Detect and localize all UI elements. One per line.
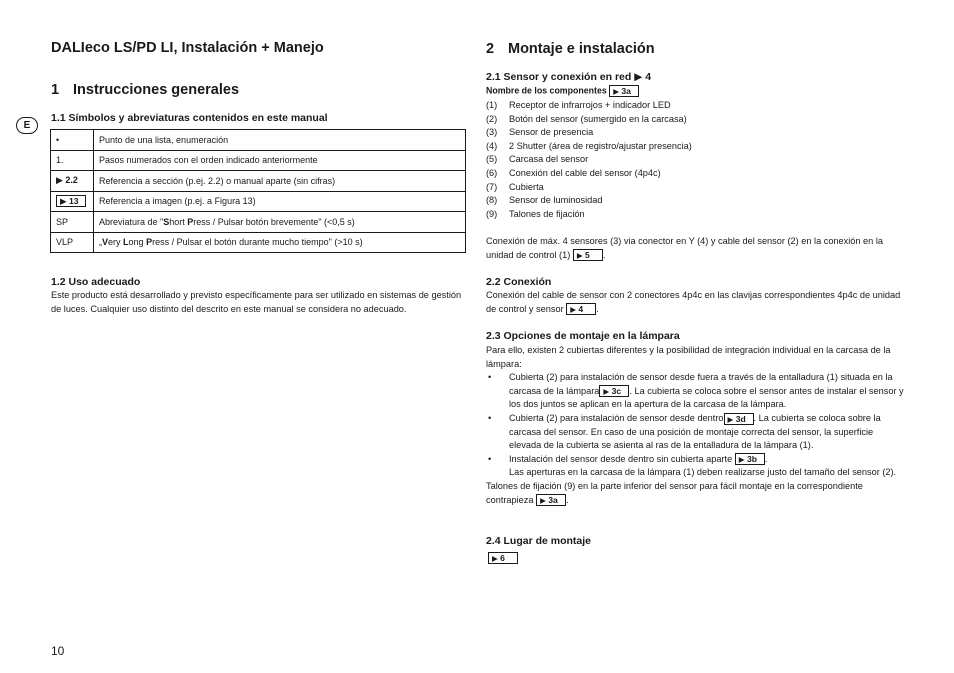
bullet: • xyxy=(488,453,492,464)
bullet: • xyxy=(488,372,492,383)
symbol-cell xyxy=(51,191,94,212)
figure-reference-box: ▶ 3a xyxy=(536,494,566,506)
figure-reference-box: ▶ 3a xyxy=(609,85,639,97)
list-item: (3) Sensor de presencia xyxy=(486,127,594,138)
components-label-line xyxy=(486,85,639,97)
list-item: (7) Cubierta xyxy=(486,181,544,192)
list-item: (1) Receptor de infrarrojos + indicador LED xyxy=(486,100,671,110)
table-row xyxy=(51,150,466,171)
section-2-4-heading: 2.4 Lugar de montaje xyxy=(486,535,592,547)
section-2-2-text: Conexión del cable de sensor con 2 conectores 4p4c en las clavijas correspondientes 4p4c de unidad de control y sensor ▶ 4 . xyxy=(486,290,901,315)
list-item: (4) 2 Shutter (área de registro/ajustar presencia) xyxy=(486,140,692,151)
document-title: DALIeco LS/PD LI, Instalación + Manejo xyxy=(51,40,324,56)
symbol-cell: VLP xyxy=(51,232,94,253)
figure-reference-box: ▶ 5 xyxy=(573,249,603,261)
figure-reference-box: ▶ 4 xyxy=(566,303,596,315)
section-2-3-closing: Talones de fijación (9) en la parte inferior del sensor para fácil montaje en la correspondiente contrapieza ▶ 3a . xyxy=(486,480,863,506)
section-1-heading xyxy=(51,82,239,98)
section-2-number: 2 xyxy=(486,41,495,57)
symbol-cell: SP xyxy=(51,212,94,233)
section-2-heading xyxy=(486,41,655,57)
figure-reference-box: ▶ 13 xyxy=(56,195,86,207)
list-item: (9) Talones de fijación xyxy=(486,208,585,219)
figure-reference-box: ▶ 3c xyxy=(599,385,629,397)
list-item: (8) Sensor de luminosidad xyxy=(486,195,603,206)
description-cell: Referencia a sección (p.ej. 2.2) o manual aparte (sin cifras) xyxy=(94,171,466,192)
section-1-2-text: Este producto está desarrollado y previsto específicamente para ser utilizado en sistemas de gestión de luces. Cualquier uso distinto del descrito en este manual se considera no adecuado. xyxy=(51,290,462,314)
section-1-1-heading: 1.1 Símbolos y abreviaturas contenidos en este manual xyxy=(51,112,328,124)
connection-text: Conexión de máx. 4 sensores (3) via conector en Y (4) y cable del sensor (2) en la conexión en la unidad de control (1) ▶ 5 . xyxy=(486,236,883,261)
symbol-cell: 1. xyxy=(51,150,94,171)
section-1-number: 1 xyxy=(51,82,60,98)
page-number: 10 xyxy=(51,644,65,658)
section-2-2-heading: 2.2 Conexión xyxy=(486,276,552,288)
list-item: (5) Carcasa del sensor xyxy=(486,154,589,165)
description-cell: Punto de una lista, enumeración xyxy=(94,130,466,151)
list-item: • Instalación del sensor desde dentro sin cubierta aparte ▶ 3b . Las aperturas en la carcasa de la lámpara (1) deben realizarse justo del tamaño del sensor (2). xyxy=(488,453,897,478)
figure-reference-box: ▶ 3b xyxy=(735,453,765,465)
list-item: (6) Conexión del cable del sensor (4p4c) xyxy=(486,167,661,178)
description-cell: Referencia a imagen (p.ej. a Figura 13) xyxy=(94,191,466,212)
components-label: Nombre de los componentes xyxy=(486,85,607,96)
section-2-3-heading: 2.3 Opciones de montaje en la lámpara xyxy=(486,330,680,342)
list-item: (2) Botón del sensor (sumergido en la carcasa) xyxy=(486,113,687,124)
symbols-table xyxy=(50,129,466,253)
table-row xyxy=(51,130,466,151)
components-list xyxy=(486,99,906,221)
description-cell: Pasos numerados con el orden indicado anteriormente xyxy=(94,150,466,171)
section-2-1-heading: 2.1 Sensor y conexión en red ▶ 4 xyxy=(486,71,652,83)
section-2-3-intro: Para ello, existen 2 cubiertas diferentes y la posibilidad de integración individual en la carcasa de la lámpara: xyxy=(486,345,891,369)
table-row xyxy=(51,171,466,192)
symbol-cell: ▶ 2.2 xyxy=(51,171,94,192)
description-cell: „Very Long Press / Pulsar el botón durante mucho tiempo" (>10 s) xyxy=(94,232,466,253)
table-row xyxy=(51,232,466,253)
language-badge: E xyxy=(16,117,38,134)
section-2-3-body xyxy=(486,344,906,507)
figure-reference-box: ▶ 6 xyxy=(488,552,518,564)
table-row xyxy=(51,191,466,212)
symbol-cell: • xyxy=(51,130,94,151)
list-item: • Cubierta (2) para instalación de sensor desde fuera a través de la entalladura (1) situada en la carcasa de la lámpara ▶ 3c . La cubierta se coloca sobre el sensor antes de instalar el sensor y los dos juntos se aplican en la apertura de la carcasa de la lámpara. xyxy=(488,372,904,410)
section-1-2-heading: 1.2 Uso adecuado xyxy=(51,276,141,288)
list-item: • Cubierta (2) para instalación de sensor desde dentro ▶ 3d . La cubierta se coloca sobre la carcasa del sensor. En caso de una posición de montaje correcta del sensor, la superficie elevada de la cubierta se asienta al ras de la entalladura de la lámpara (1). xyxy=(488,412,881,451)
bullet: • xyxy=(488,412,492,423)
section-2-title: Montaje e instalación xyxy=(508,41,655,57)
table-row xyxy=(51,212,466,233)
section-2-4-ref-line xyxy=(488,549,518,567)
section-1-title: Instrucciones generales xyxy=(73,82,240,98)
description-cell: Abreviatura de "Short Press / Pulsar botón brevemente" (<0,5 s) xyxy=(94,212,466,233)
figure-reference-box: ▶ 3d xyxy=(724,413,754,425)
